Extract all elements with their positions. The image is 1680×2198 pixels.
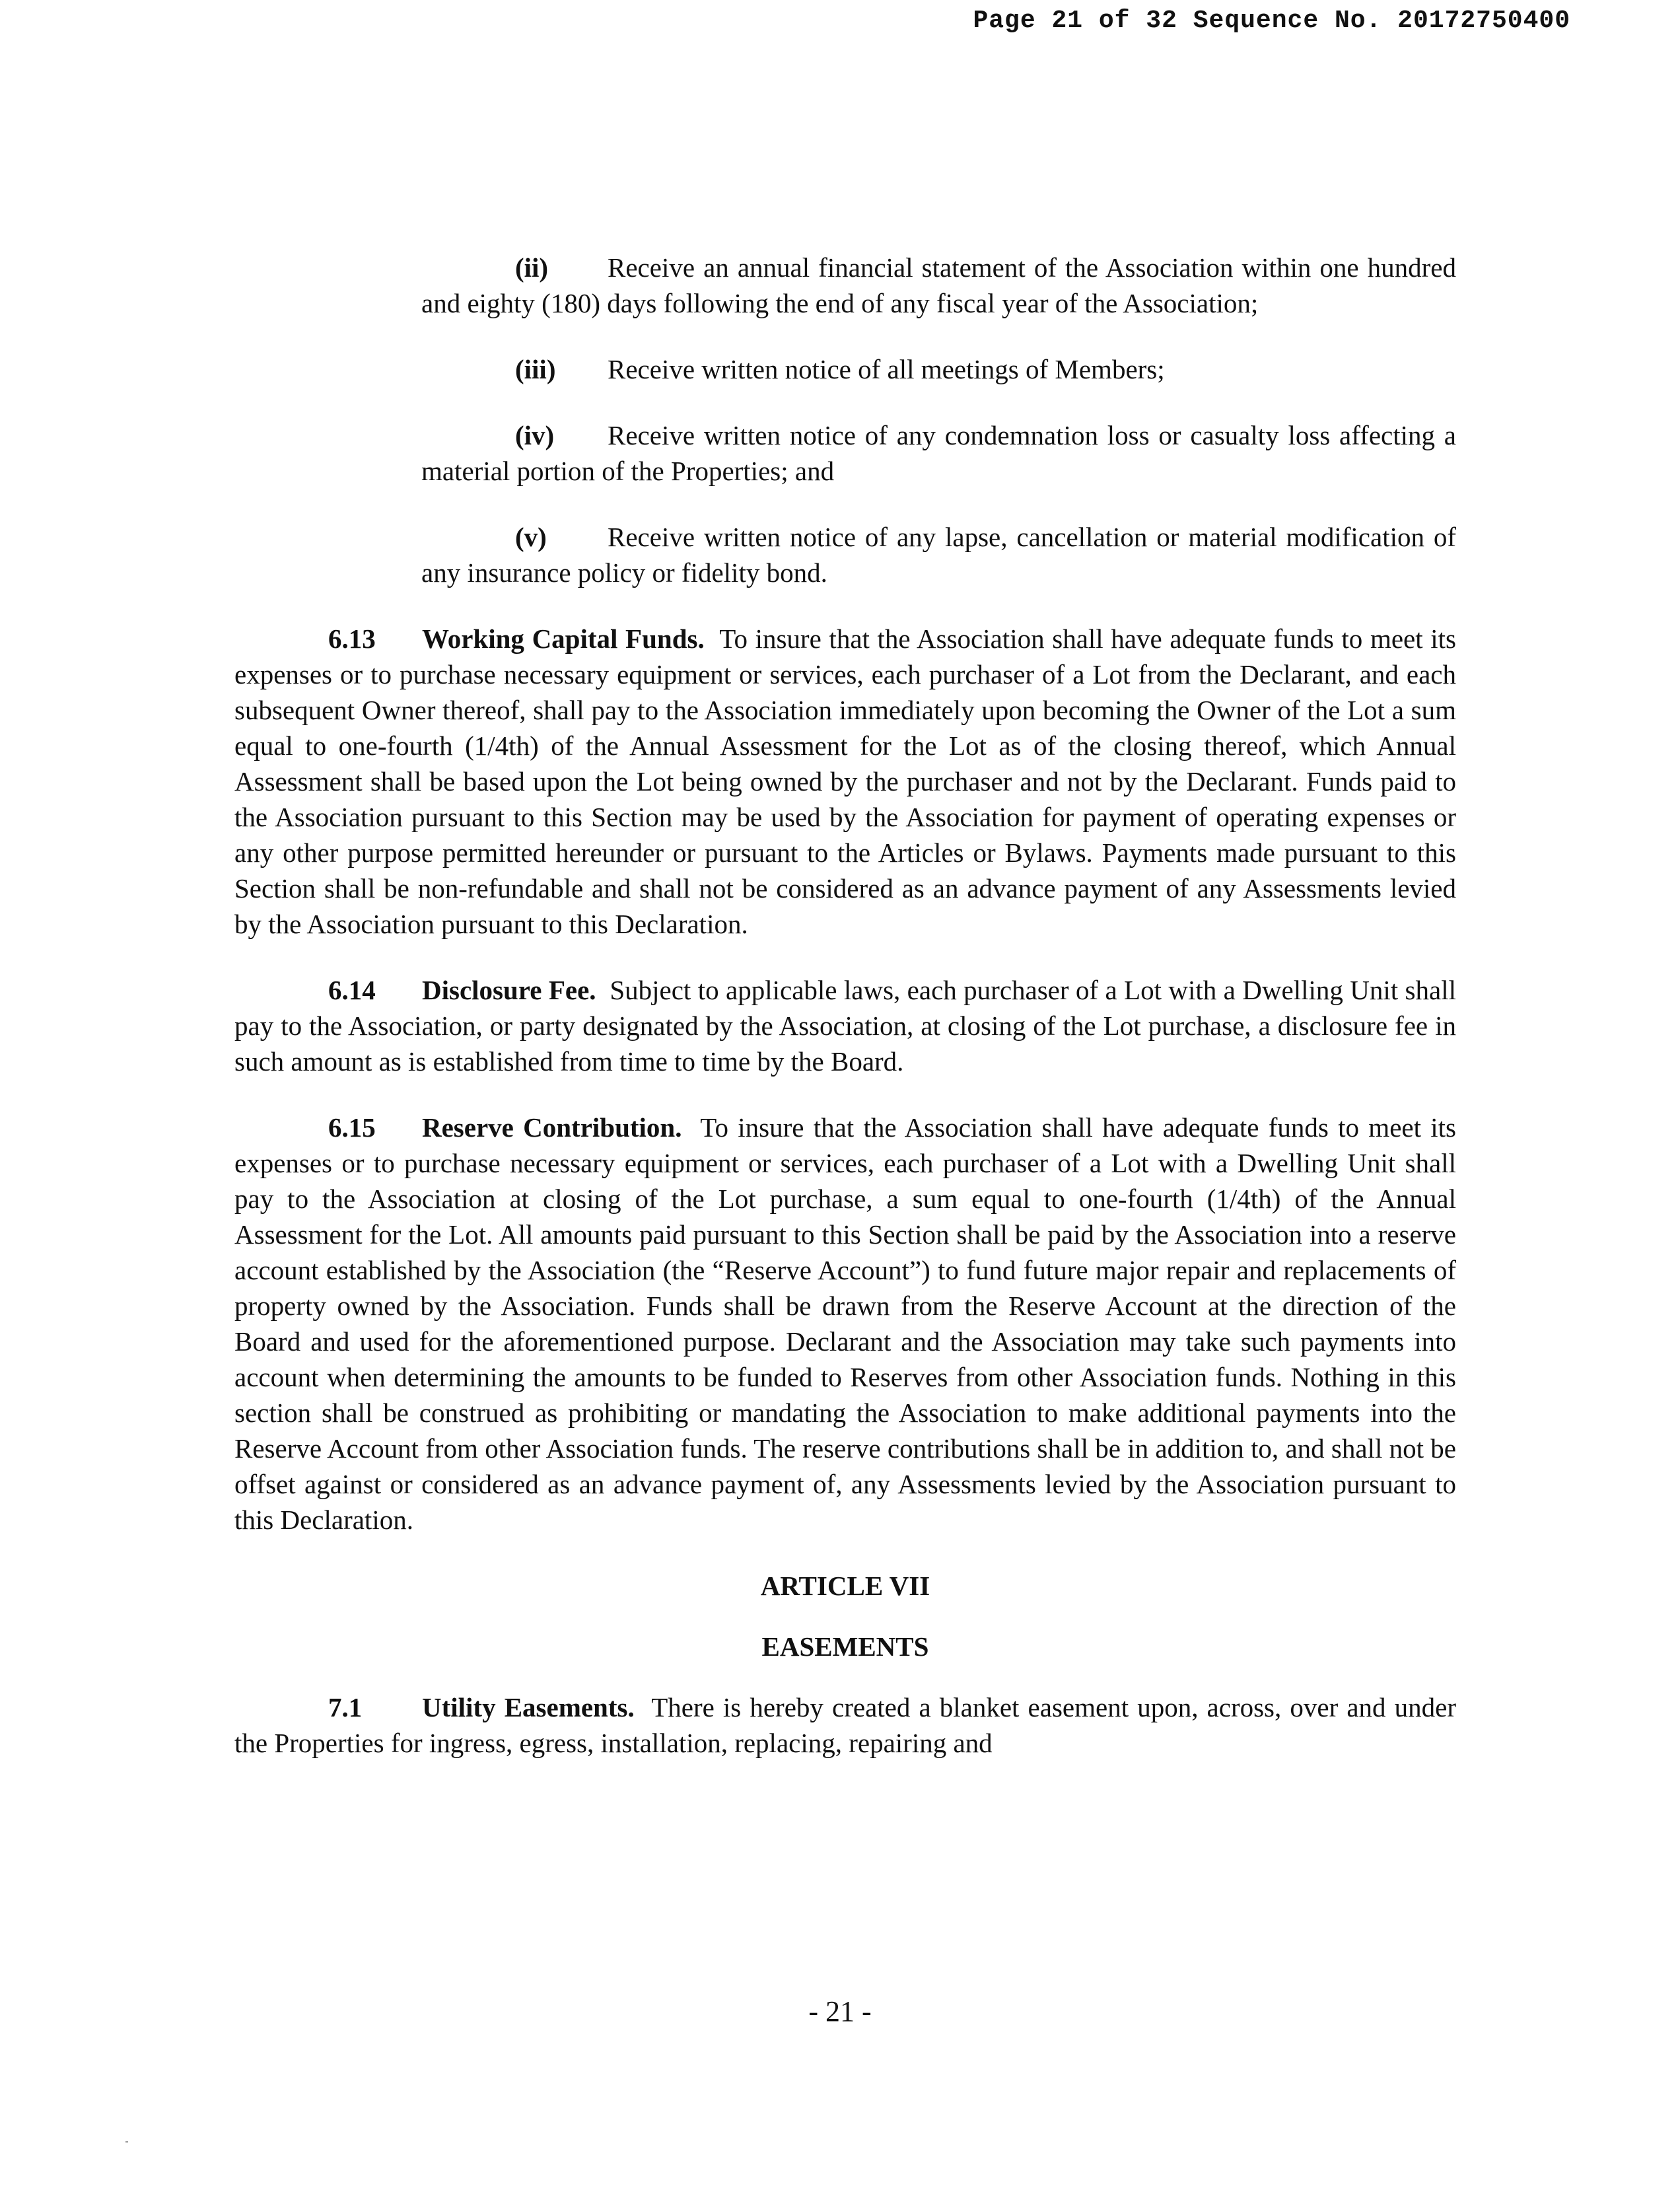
page-number: - 21 - <box>808 1995 872 2028</box>
section-6-14 <box>234 972 1456 1079</box>
section-text: To insure that the Association shall have adequate funds to meet its expenses or to purchase necessary equipment or services, each purchaser of a Lot from the Declarant, and each subsequent Owner thereof, shall pay to the Association immediately upon becoming the Owner of the Lot a sum equal to one-fourth (1/4th) of the Annual Assessment for the Lot as of the closing thereof, which Annual Assessment shall be based upon the Lot being owned by the purchaser and not by the Declarant. Funds paid to the Association pursuant to this Section may be used by the Association for payment of operating expenses or any other purpose permitted hereunder or pursuant to the Articles or Bylaws. Payments made pursuant to this Section shall be non-refundable and shall not be considered as an advance payment of any Assessments levied by the Association pursuant to this Declaration. <box>234 623 1456 939</box>
section-number: 6.15 <box>328 1112 376 1143</box>
document-body <box>234 250 1456 1791</box>
subitem-text: Receive an annual financial statement of the Association within one hundred and eighty (180) days following the end of any fiscal year of the Association; <box>421 252 1456 318</box>
section-text: There is hereby created a blanket easement upon, across, over and under the Properties for ingress, egress, installation, replacing, repairing and <box>234 1692 1456 1758</box>
page-header: Page 21 of 32 Sequence No. 20172750400 <box>973 7 1570 35</box>
article-title: ARTICLE VII <box>760 1571 930 1601</box>
subitem-number: (iv) <box>515 420 555 450</box>
section-number: 6.14 <box>328 975 376 1005</box>
scan-speck <box>125 2141 128 2143</box>
subitem-number: (v) <box>515 522 547 552</box>
section-heading: Utility Easements. <box>422 1692 635 1722</box>
subitem-number: (iii) <box>515 354 556 384</box>
subitem-text: Receive written notice of all meetings of Members; <box>608 354 1165 384</box>
section-number: 7.1 <box>328 1692 363 1722</box>
subitem-ii <box>421 250 1456 321</box>
section-6-15 <box>234 1110 1456 1538</box>
subitem-v <box>421 519 1456 590</box>
section-heading: Reserve Contribution. <box>422 1112 682 1143</box>
section-7-1 <box>234 1689 1456 1761</box>
section-heading: Disclosure Fee. <box>422 975 596 1005</box>
section-text: Subject to applicable laws, each purchaser of a Lot with a Dwelling Unit shall pay to the Association, or party designated by the Association, at closing of the Lot purchase, a disclosure fee in such amount as is established from time to time by the Board. <box>234 975 1456 1077</box>
section-number: 6.13 <box>328 623 376 654</box>
subitem-number: (ii) <box>515 252 549 283</box>
section-text: To insure that the Association shall have adequate funds to meet its expenses or to purchase necessary equipment or services, each purchaser of a Lot with a Dwelling Unit shall pay to the Association at closing of the Lot purchase, a sum equal to one-fourth (1/4th) of the Annual Assessment for the Lot. All amounts paid pursuant to this Section shall be paid by the Association into a reserve account established by the Association (the “Reserve Account”) to fund future major repair and replacements of property owned by the Association. Funds shall be drawn from the Reserve Account at the direction of the Board and used for the aforementioned purpose. Declarant and the Association may take such payments into account when determining the amounts to be funded to Reserves from other Association funds. Nothing in this section shall be construed as prohibiting or mandating the Association to make additional payments into the Reserve Account from other Association funds. The reserve contributions shall be in addition to, and shall not be offset against or considered as an advance payment of, any Assessments levied by the Association pursuant to this Declaration. <box>234 1112 1456 1535</box>
subitem-text: Receive written notice of any condemnation loss or casualty loss affecting a material portion of the Properties; and <box>421 420 1456 486</box>
subitem-text: Receive written notice of any lapse, cancellation or material modification of any insurance policy or fidelity bond. <box>421 522 1456 588</box>
subitem-iii <box>421 351 1456 387</box>
article-subtitle: EASEMENTS <box>761 1631 929 1662</box>
subitem-iv <box>421 417 1456 489</box>
section-heading: Working Capital Funds. <box>422 623 705 654</box>
section-6-13 <box>234 621 1456 942</box>
